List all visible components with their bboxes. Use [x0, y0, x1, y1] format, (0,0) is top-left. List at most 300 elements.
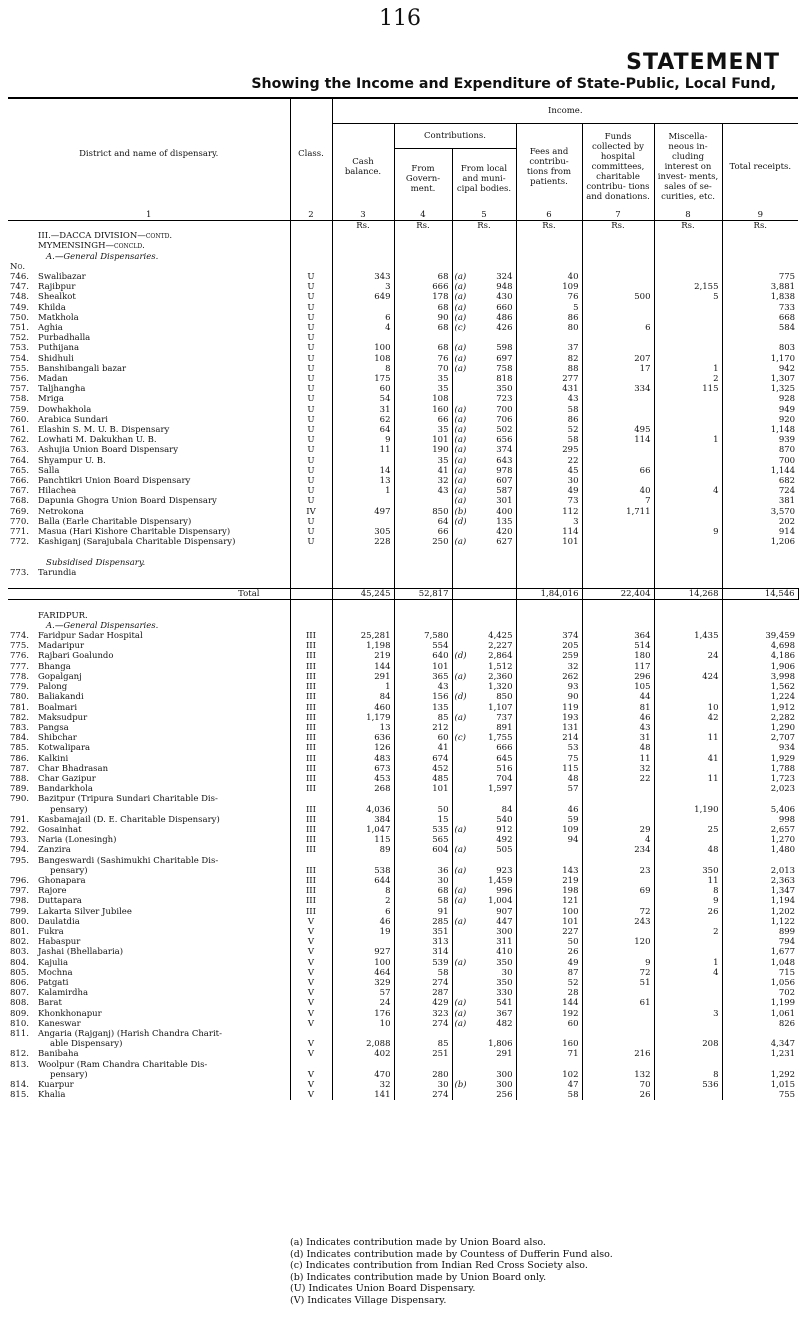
dispensary-name: Patgati — [38, 977, 69, 988]
note-marker: (a) — [454, 476, 467, 487]
row-number: 761. — [10, 425, 29, 436]
table-row — [8, 733, 798, 743]
row-number: 811. — [10, 1029, 29, 1039]
govt-contribution-value: 251 — [394, 1049, 452, 1059]
local-contribution-value: 656 — [496, 435, 513, 446]
total-receipts-value: 3,881 — [722, 282, 798, 292]
total-receipts-value: 2,707 — [722, 733, 798, 743]
dispensary-name: Bazitpur (Tripura Sundari Charitable Dis- — [38, 794, 218, 805]
total-receipts-value: 4,186 — [722, 651, 798, 661]
govt-contribution-value: 535 — [394, 825, 452, 835]
fees-value: 47 — [516, 1080, 582, 1090]
row-number: 763. — [10, 445, 29, 456]
table-row — [8, 313, 798, 323]
fees-value: 102 — [516, 1070, 582, 1080]
class-value: U — [290, 394, 332, 404]
fees-value: 3 — [516, 517, 582, 527]
govt-contribution-value: 68 — [394, 303, 452, 313]
table-row — [8, 692, 798, 702]
table-row — [8, 672, 798, 682]
local-contribution-value: 324 — [496, 272, 513, 283]
cash-balance-value: 1,047 — [332, 825, 394, 835]
total-receipts-value: 682 — [722, 476, 798, 486]
cash-balance-value: 24 — [332, 998, 394, 1008]
govt-contribution-value: 101 — [394, 784, 452, 794]
govt-contribution-value: 365 — [394, 672, 452, 682]
unit-label: Rs. — [722, 221, 798, 232]
section-heading-row — [8, 262, 798, 272]
fees-value: 192 — [516, 1009, 582, 1019]
govt-contribution-value: 178 — [394, 292, 452, 302]
funds-value — [582, 1029, 654, 1039]
note-marker: (a) — [454, 343, 467, 354]
dispensary-name: Ashujia Union Board Dispensary — [38, 445, 178, 456]
note-marker: (a) — [454, 916, 467, 927]
fees-value: 109 — [516, 282, 582, 292]
total-receipts-value: 2,013 — [722, 866, 798, 876]
cash-balance-value: 219 — [332, 651, 394, 661]
funds-value — [582, 794, 654, 804]
section-heading: Subsidised Dispensary. — [46, 557, 146, 568]
fees-value — [516, 1060, 582, 1070]
fees-value: 46 — [516, 805, 582, 815]
fees-value: 52 — [516, 425, 582, 435]
class-value: U — [290, 384, 332, 394]
total-receipts-value: 1,723 — [722, 774, 798, 784]
class-header: Class. — [290, 98, 332, 209]
cash-balance-value: 268 — [332, 784, 394, 794]
govt-contribution-value: 43 — [394, 682, 452, 692]
fees-value: 30 — [516, 476, 582, 486]
local-contribution-value: 660 — [496, 302, 513, 313]
row-number: 794. — [10, 845, 29, 856]
class-value: III — [290, 743, 332, 753]
table-row — [8, 825, 798, 835]
local-contribution-value: 502 — [496, 425, 513, 436]
funds-value: 46 — [582, 713, 654, 723]
class-value — [290, 1029, 332, 1039]
class-value: III — [290, 713, 332, 723]
table-row — [8, 1049, 798, 1059]
note-marker: (a) — [454, 353, 467, 364]
local-contribution-value: 492 — [496, 835, 513, 846]
misc-value — [654, 507, 722, 517]
funds-value — [582, 988, 654, 998]
note-marker: (c) — [454, 733, 466, 744]
fees-value: 50 — [516, 937, 582, 947]
govt-contribution-value: 68 — [394, 886, 452, 896]
fees-value: 49 — [516, 958, 582, 968]
table-row — [8, 394, 798, 404]
class-value: IV — [290, 507, 332, 517]
local-contribution-value: 723 — [496, 394, 513, 405]
table-row — [8, 651, 798, 661]
misc-value — [654, 568, 722, 578]
govt-contribution-value: 135 — [394, 703, 452, 713]
row-number: 805. — [10, 967, 29, 978]
dispensary-name: Arabica Sundari — [38, 414, 109, 425]
dispensary-name: pensary) — [50, 1069, 88, 1080]
note-marker: (a) — [454, 435, 467, 446]
fees-value — [516, 568, 582, 578]
funds-value: 66 — [582, 466, 654, 476]
fees-value: 193 — [516, 713, 582, 723]
row-number: 765. — [10, 465, 29, 476]
cash-balance-value: 329 — [332, 978, 394, 988]
dispensary-name: Habaspur — [38, 937, 81, 948]
table-row — [8, 517, 798, 527]
fees-value: 90 — [516, 692, 582, 702]
fees-value: 53 — [516, 743, 582, 753]
govt-contribution-value: 30 — [394, 1080, 452, 1090]
govt-contribution-value — [394, 856, 452, 866]
cash-balance-value: 384 — [332, 815, 394, 825]
table-row — [8, 323, 798, 333]
local-contribution-value: 291 — [496, 1049, 513, 1060]
total-receipts-value: 803 — [722, 343, 798, 353]
funds-value: 117 — [582, 662, 654, 672]
dispensary-name: Faridpur Sadar Hospital — [38, 631, 143, 642]
misc-value: 208 — [654, 1039, 722, 1049]
dispensary-name: Daulatdia — [38, 916, 80, 927]
dispensary-name: Lowhati M. Dakukhan U. B. — [38, 435, 157, 446]
class-value: III — [290, 896, 332, 906]
govt-contribution-value: 66 — [394, 415, 452, 425]
row-number: 792. — [10, 824, 29, 835]
class-value: V — [290, 1070, 332, 1080]
page-number: 116 — [379, 6, 421, 31]
funds-value: 6 — [582, 323, 654, 333]
misc-value — [654, 1049, 722, 1059]
col-number: 1 — [8, 209, 290, 221]
fees-value: 26 — [516, 947, 582, 957]
govt-contribution-value: 35 — [394, 384, 452, 394]
local-contribution-value: 367 — [496, 1008, 513, 1019]
row-number: 812. — [10, 1049, 29, 1060]
class-value: III — [290, 876, 332, 886]
class-value: V — [290, 1019, 332, 1029]
table-row — [8, 917, 798, 927]
cash-balance-value: 464 — [332, 968, 394, 978]
total-receipts-value: 1,231 — [722, 1049, 798, 1059]
total-receipts-value: 949 — [722, 405, 798, 415]
total-receipts-value: 381 — [722, 496, 798, 506]
local-contribution-value: 420 — [496, 527, 513, 538]
row-number: 798. — [10, 896, 29, 907]
local-contribution-value: 627 — [496, 537, 513, 548]
local-contribution-value: 818 — [496, 374, 513, 385]
from-local-bodies-header: From local and muni- cipal bodies. — [452, 149, 516, 210]
total-receipts-value: 1,912 — [722, 703, 798, 713]
local-contribution-value: 426 — [496, 323, 513, 334]
cash-balance-value: 402 — [332, 1049, 394, 1059]
row-number: 789. — [10, 784, 29, 795]
funds-value: 216 — [582, 1049, 654, 1059]
cash-balance-value: 460 — [332, 703, 394, 713]
note-marker: (d) — [454, 516, 467, 527]
total-receipts-value: 724 — [722, 486, 798, 496]
funds-value: 180 — [582, 651, 654, 661]
local-contribution-value: 1,004 — [488, 896, 513, 907]
cash-balance-value: 62 — [332, 415, 394, 425]
cash-balance-value: 228 — [332, 537, 394, 547]
fees-value: 93 — [516, 682, 582, 692]
govt-contribution-value: 640 — [394, 651, 452, 661]
govt-contribution-value: 285 — [394, 917, 452, 927]
funds-value: 120 — [582, 937, 654, 947]
total-receipts-value: 1,325 — [722, 384, 798, 394]
local-contribution-value: 350 — [496, 957, 513, 968]
cash-balance-value — [332, 1029, 394, 1039]
fees-value: 59 — [516, 815, 582, 825]
fees-value: 227 — [516, 927, 582, 937]
row-number: 754. — [10, 353, 29, 364]
funds-value — [582, 394, 654, 404]
fees-value: 160 — [516, 1039, 582, 1049]
total-receipts-value — [722, 1029, 798, 1039]
fees-value: 114 — [516, 527, 582, 537]
funds-value: 44 — [582, 692, 654, 702]
dispensary-name: Khilda — [38, 302, 66, 313]
total-receipts-value: 1,144 — [722, 466, 798, 476]
class-value: III — [290, 845, 332, 855]
fees-value: 87 — [516, 968, 582, 978]
fees-value: 73 — [516, 496, 582, 506]
local-contribution-value: 587 — [496, 486, 513, 497]
cash-balance-value: 25,281 — [332, 631, 394, 641]
note-marker: (a) — [454, 896, 467, 907]
local-contribution-value: 2,360 — [488, 671, 513, 682]
govt-contribution-value: 91 — [394, 907, 452, 917]
funds-value — [582, 415, 654, 425]
govt-contribution-value: 32 — [394, 476, 452, 486]
table-row — [8, 662, 798, 672]
total-receipts-value: 755 — [722, 1090, 798, 1100]
total-receipts-value: 899 — [722, 927, 798, 937]
class-value: U — [290, 374, 332, 384]
misc-value — [654, 743, 722, 753]
misc-value: 1 — [654, 435, 722, 445]
class-value: U — [290, 354, 332, 364]
total-receipts-value: 928 — [722, 394, 798, 404]
column-numbers-row — [8, 209, 798, 221]
fees-value: 76 — [516, 292, 582, 302]
funds-value — [582, 333, 654, 343]
misc-value — [654, 517, 722, 527]
local-contribution-value: 447 — [496, 916, 513, 927]
row-number: 802. — [10, 937, 29, 948]
cash-balance-value: 175 — [332, 374, 394, 384]
govt-contribution-value: 250 — [394, 537, 452, 547]
note-marker: (a) — [454, 671, 467, 682]
spacer-row — [8, 548, 798, 558]
cash-balance-header: Cash balance. — [332, 124, 394, 210]
row-number: 764. — [10, 455, 29, 466]
funds-value: 514 — [582, 641, 654, 651]
misc-value: 424 — [654, 672, 722, 682]
table-row — [8, 886, 798, 896]
total-receipts-value: 794 — [722, 937, 798, 947]
note-marker: (a) — [454, 865, 467, 876]
total-receipts-value: 3,998 — [722, 672, 798, 682]
row-number: 788. — [10, 773, 29, 784]
fees-value: 144 — [516, 998, 582, 1008]
col-number: 6 — [516, 209, 582, 221]
cash-balance-value: 927 — [332, 947, 394, 957]
row-number: 749. — [10, 302, 29, 313]
note-marker: (b) — [454, 1080, 467, 1091]
class-value: V — [290, 937, 332, 947]
local-contribution-value: 996 — [496, 886, 513, 897]
footnote: (a) Indicates contribution made by Union Board also. — [290, 1237, 546, 1248]
local-contribution-value: 1,755 — [488, 733, 513, 744]
funds-value — [582, 876, 654, 886]
total-receipts-value: 775 — [722, 272, 798, 282]
class-value: U — [290, 272, 332, 282]
row-number: 782. — [10, 712, 29, 723]
govt-contribution-value: 64 — [394, 517, 452, 527]
local-contribution-value: 598 — [496, 343, 513, 354]
col-number: 5 — [452, 209, 516, 221]
note-marker: (a) — [454, 425, 467, 436]
dispensary-name: Kalkini — [38, 753, 69, 764]
fees-value: 205 — [516, 641, 582, 651]
govt-contribution-value: 30 — [394, 876, 452, 886]
fees-value — [516, 794, 582, 804]
footnotes — [290, 1237, 613, 1306]
misc-value — [654, 466, 722, 476]
govt-contribution-value: 15 — [394, 815, 452, 825]
fees-value: 58 — [516, 405, 582, 415]
row-number: 791. — [10, 814, 29, 825]
govt-contribution-value — [394, 333, 452, 343]
row-number: 785. — [10, 743, 29, 754]
govt-contribution-value: 274 — [394, 1090, 452, 1100]
total-receipts-value: 668 — [722, 313, 798, 323]
funds-value — [582, 1060, 654, 1070]
total-receipts-value: 1,677 — [722, 947, 798, 957]
table-row — [8, 641, 798, 651]
fees-value: 101 — [516, 917, 582, 927]
row-number: 815. — [10, 1090, 29, 1101]
govt-contribution-value: 68 — [394, 343, 452, 353]
dispensary-name: Pangsa — [38, 722, 69, 733]
note-marker: (a) — [454, 404, 467, 415]
funds-value: 207 — [582, 354, 654, 364]
table-row — [8, 805, 798, 815]
misc-value — [654, 815, 722, 825]
fees-value: 71 — [516, 1049, 582, 1059]
row-number: 751. — [10, 323, 29, 334]
cash-balance-value — [332, 517, 394, 527]
local-contribution-value: 410 — [496, 947, 513, 958]
misc-value — [654, 937, 722, 947]
dispensary-name: Elashin S. M. U. B. Dispensary — [38, 425, 170, 436]
table-row — [8, 927, 798, 937]
total-value: 14,546 — [722, 589, 798, 600]
cash-balance-value: 538 — [332, 866, 394, 876]
funds-value: 334 — [582, 384, 654, 394]
govt-contribution-value: 41 — [394, 743, 452, 753]
table-row — [8, 425, 798, 435]
misc-value — [654, 333, 722, 343]
funds-value — [582, 527, 654, 537]
misc-value — [654, 415, 722, 425]
dispensary-name: Kotwalipara — [38, 743, 91, 754]
total-receipts-value: 939 — [722, 435, 798, 445]
misc-header: Miscella- neous in- cluding interest on invest- ments, sales of se- curities, etc. — [654, 124, 722, 210]
misc-value — [654, 641, 722, 651]
funds-value: 234 — [582, 845, 654, 855]
cash-balance-value: 8 — [332, 886, 394, 896]
row-number: 786. — [10, 753, 29, 764]
misc-value: 9 — [654, 896, 722, 906]
local-contribution-value: 643 — [496, 455, 513, 466]
funds-value — [582, 517, 654, 527]
funds-value — [582, 272, 654, 282]
income-header: Income. — [332, 98, 798, 124]
misc-value: 115 — [654, 384, 722, 394]
funds-value — [582, 927, 654, 937]
misc-value — [654, 917, 722, 927]
misc-value: 1 — [654, 364, 722, 374]
table-row — [8, 723, 798, 733]
total-value: 1,84,016 — [516, 589, 582, 600]
fees-value: 82 — [516, 354, 582, 364]
misc-value: 9 — [654, 527, 722, 537]
class-value: III — [290, 835, 332, 845]
govt-contribution-value: 429 — [394, 998, 452, 1008]
misc-value — [654, 1029, 722, 1039]
misc-value: 536 — [654, 1080, 722, 1090]
govt-contribution-value: 452 — [394, 764, 452, 774]
section-heading-row — [8, 241, 798, 251]
funds-value — [582, 282, 654, 292]
cash-balance-value: 636 — [332, 733, 394, 743]
cash-balance-value: 19 — [332, 927, 394, 937]
local-contribution-value: 84 — [501, 804, 513, 815]
table-body — [8, 221, 798, 1101]
misc-value — [654, 723, 722, 733]
funds-value: 61 — [582, 998, 654, 1008]
subsection-heading-row — [8, 558, 798, 568]
dispensary-name: Maksudpur — [38, 712, 88, 723]
misc-value — [654, 456, 722, 466]
fees-value: 28 — [516, 988, 582, 998]
note-marker: (a) — [454, 292, 467, 303]
govt-contribution-value — [394, 794, 452, 804]
local-contribution-value: 1,806 — [488, 1039, 513, 1050]
fees-value: 109 — [516, 825, 582, 835]
note-marker: (a) — [454, 845, 467, 856]
govt-contribution-value: 539 — [394, 958, 452, 968]
cash-balance-value: 649 — [332, 292, 394, 302]
funds-value: 22 — [582, 774, 654, 784]
spacer-row — [8, 578, 798, 589]
row-number: 800. — [10, 916, 29, 927]
misc-value — [654, 1019, 722, 1029]
class-value: V — [290, 1090, 332, 1100]
cash-balance-value: 9 — [332, 435, 394, 445]
total-receipts-value — [722, 1060, 798, 1070]
table-row — [8, 958, 798, 968]
govt-contribution-value — [394, 496, 452, 506]
funds-value — [582, 1039, 654, 1049]
funds-value: 72 — [582, 968, 654, 978]
class-value: V — [290, 947, 332, 957]
dispensary-name: Banshibangali bazar — [38, 363, 127, 374]
misc-value — [654, 343, 722, 353]
